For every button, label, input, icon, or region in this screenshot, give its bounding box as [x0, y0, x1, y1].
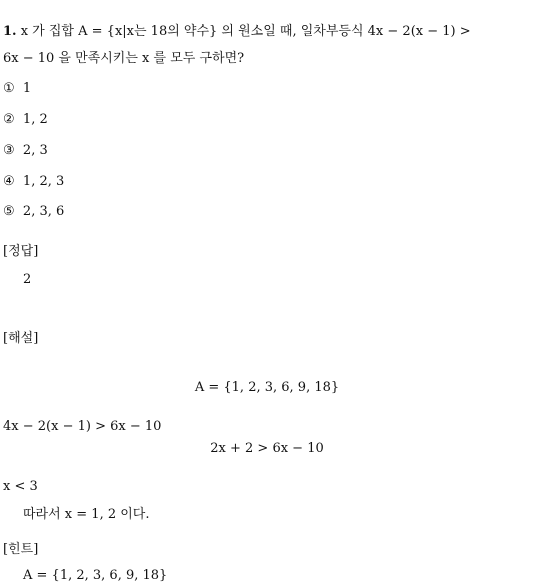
answer-label: [정답]: [3, 244, 39, 259]
choice-1[interactable]: [3, 81, 31, 97]
solution-inequality-1: 4x − 2(x − 1) > 6x − 10: [3, 419, 162, 434]
choice-text: 1, 2, 3: [22, 174, 65, 189]
choice-marker: ⑤: [3, 204, 15, 219]
choice-text: 1, 2: [22, 112, 48, 127]
question-text: x 가 집합 A = {x|x는 18의 약수} 의 원소일 때, 일차부등식 4x − 2(x − 1) >: [20, 24, 471, 39]
choice-text: 1: [22, 81, 32, 96]
choice-2[interactable]: [3, 112, 48, 128]
choice-marker: ②: [3, 112, 15, 127]
solution-inequality-2: 2x + 2 > 6x − 10: [210, 441, 324, 456]
question-line-1: [3, 24, 471, 40]
solution-conclusion: 따라서 x = 1, 2 이다.: [23, 507, 150, 522]
question-number: 1.: [3, 24, 17, 39]
hint-text: A = {1, 2, 3, 6, 9, 18}: [23, 568, 168, 583]
question-line-2: 6x − 10 을 만족시키는 x 를 모두 구하면?: [3, 51, 245, 66]
solution-label: [해설]: [3, 331, 39, 346]
answer-value: 2: [23, 272, 32, 287]
solution-inequality-3: x < 3: [3, 479, 38, 494]
choice-text: 2, 3: [22, 143, 48, 158]
solution-set-equation: A = {1, 2, 3, 6, 9, 18}: [194, 380, 340, 395]
hint-label: [힌트]: [3, 542, 39, 557]
choice-marker: ④: [3, 174, 15, 189]
choice-marker: ①: [3, 81, 15, 96]
choice-3[interactable]: [3, 143, 48, 159]
choice-4[interactable]: [3, 174, 64, 190]
choice-5[interactable]: [3, 204, 64, 220]
choice-text: 2, 3, 6: [22, 204, 65, 219]
choice-marker: ③: [3, 143, 15, 158]
